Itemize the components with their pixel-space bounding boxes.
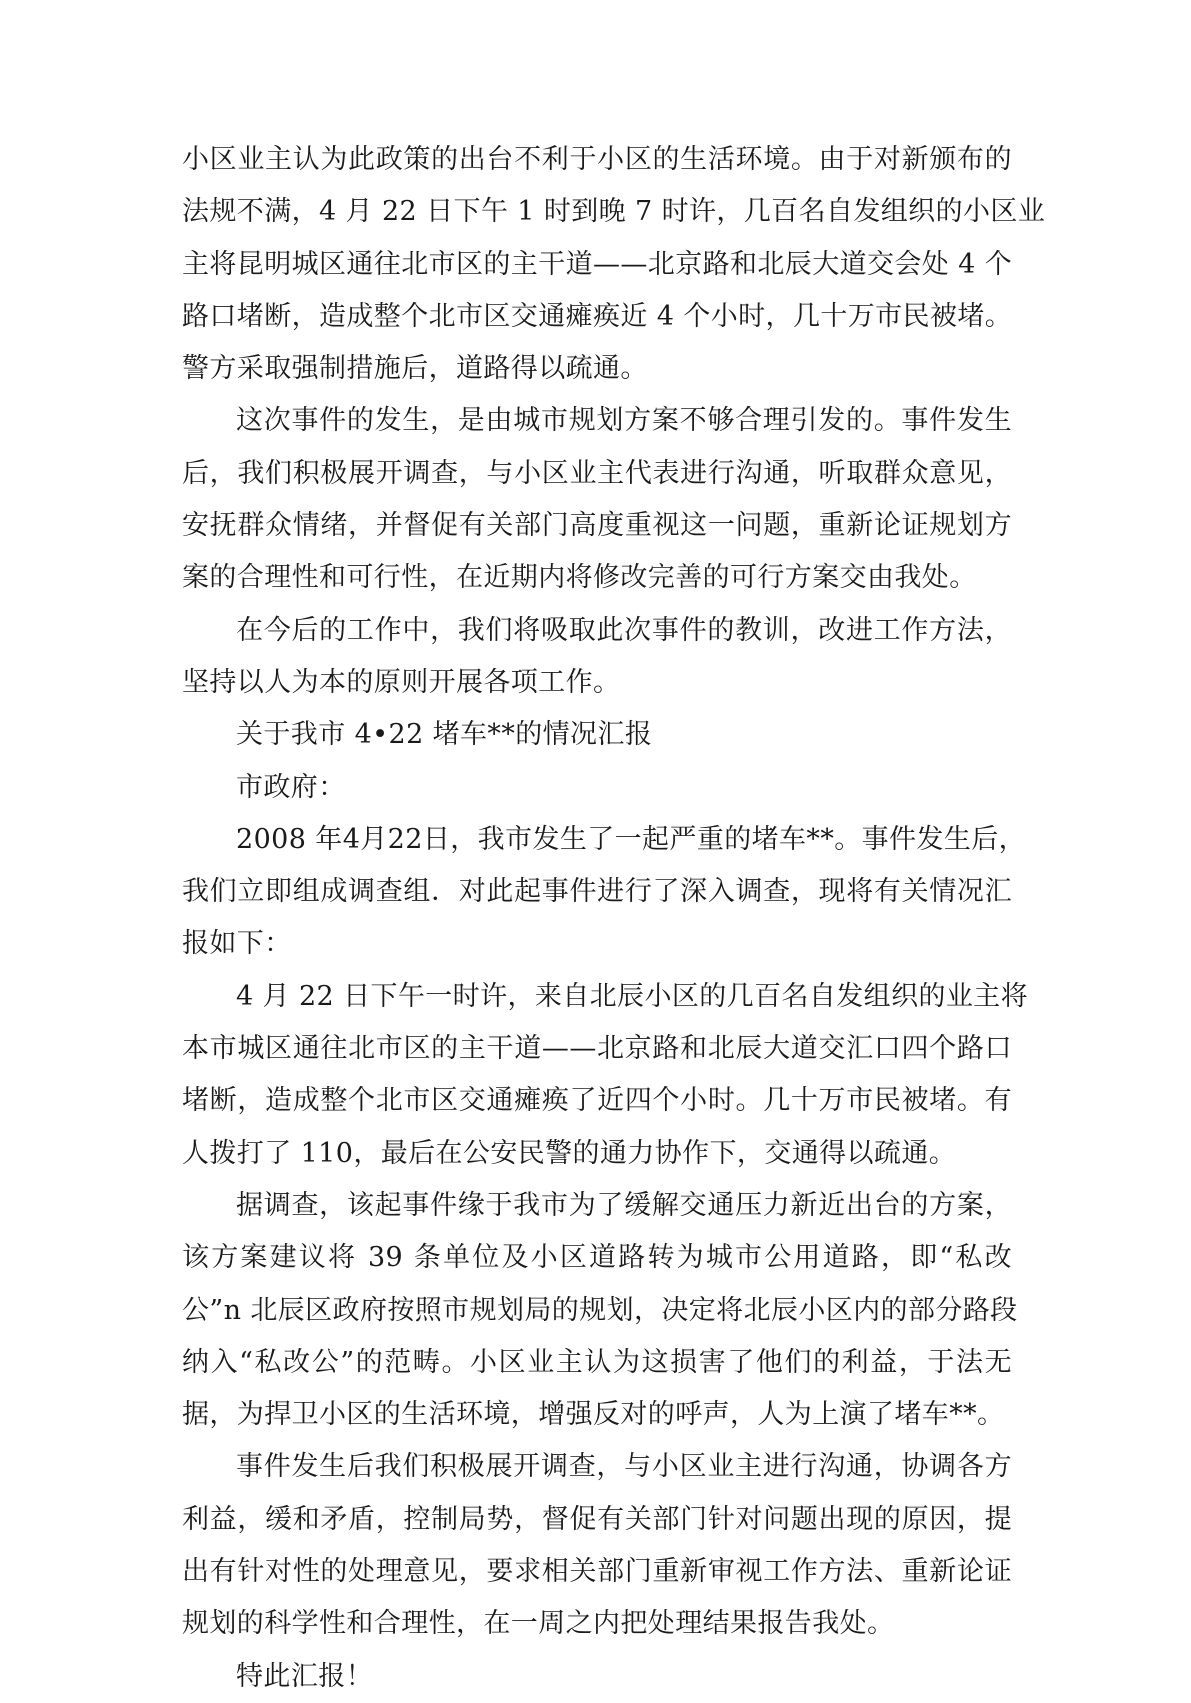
text-line: 主将昆明城区通往北市区的主干道——北京路和北辰大道交会处 4 个	[182, 248, 1013, 280]
paragraph-8	[182, 1180, 1018, 1441]
closing-line	[182, 1651, 1012, 1703]
report-addressee	[182, 762, 1012, 814]
text-line: 报如下：	[182, 928, 292, 960]
paragraph-1	[182, 134, 1046, 395]
paragraph-7	[182, 971, 1029, 1180]
text-line: 路口堵断，造成整个北市区交通瘫痪近 4 个小时，几十万市民被堵。	[182, 300, 1013, 332]
text-line: 出有针对性的处理意见，要求相关部门重新审视工作方法、重新论证	[182, 1556, 1012, 1588]
text-line: 这次事件的发生，是由城市规划方案不够合理引发的。事件发生	[236, 405, 1012, 437]
text-line: 该方案建议将 39 条单位及小区道路转为城市公用道路，即“私改	[182, 1242, 1012, 1274]
text-line: 我们立即组成调查组．对此起事件进行了深入调查，现将有关情况汇	[182, 876, 1012, 908]
text-line: 据调查，该起事件缘于我市为了缓解交通压力新近出台的方案，	[236, 1189, 1012, 1221]
text-line: 据，为捍卫小区的生活环境，增强反对的呼声，人为上演了堵车**。	[182, 1399, 1005, 1431]
text-line: 利益，缓和矛盾，控制局势，督促有关部门针对问题出现的原因，提	[182, 1503, 1012, 1535]
text-line: 坚持以人为本的原则开展各项工作。	[182, 666, 621, 698]
paragraph-3	[182, 605, 1012, 710]
text-line: 警方采取强制措施后，道路得以疏通。	[182, 353, 648, 385]
text-line: 4 月 22 日下午一时许，来自北辰小区的几百名自发组织的业主将	[236, 980, 1029, 1012]
text-line: 特此汇报！	[236, 1660, 373, 1692]
text-line: 市政府：	[236, 771, 346, 803]
document-body	[182, 134, 1046, 1703]
text-line: 在今后的工作中，我们将吸取此次事件的教训，改进工作方法，	[236, 614, 1012, 646]
paragraph-2	[182, 395, 1012, 604]
text-line: 人拨打了 110，最后在公安民警的通力协作下，交通得以疏通。	[182, 1137, 957, 1169]
text-line: 安抚群众情绪，并督促有关部门高度重视这一问题，重新论证规划方	[182, 510, 1012, 542]
text-line: 本市城区通往北市区的主干道——北京路和北辰大道交汇口四个路口	[182, 1033, 1012, 1065]
text-line: 小区业主认为此政策的出台不利于小区的生活环境。由于对新颁布的	[182, 144, 1012, 175]
text-line: 事件发生后我们积极展开调查，与小区业主进行沟通，协调各方	[236, 1451, 1012, 1483]
paragraph-9	[182, 1441, 1012, 1650]
text-line: 后，我们积极展开调查，与小区业主代表进行沟通，听取群众意见，	[182, 457, 1012, 489]
paragraph-6	[182, 814, 1027, 971]
text-line: 2008 年4月22日，我市发生了一起严重的堵车**。事件发生后，	[236, 823, 1027, 855]
text-line: 关于我市 4•22 堵车**的情况汇报	[236, 719, 653, 751]
text-line: 堵断，造成整个北市区交通瘫痪了近四个小时。几十万市民被堵。有	[182, 1085, 1012, 1117]
text-line: 规划的科学性和合理性，在一周之内把处理结果报告我处。	[182, 1608, 895, 1640]
text-line: 案的合理性和可行性，在近期内将修改完善的可行方案交由我处。	[182, 562, 977, 594]
report-title	[182, 709, 1012, 761]
text-line: 纳入“私改公”的范畴。小区业主认为这损害了他们的利益，于法无	[182, 1346, 1012, 1378]
text-line: 公”n 北辰区政府按照市规划局的规划，决定将北辰小区内的部分路段	[182, 1294, 1018, 1326]
text-line: 法规不满，4 月 22 日下午 1 时到晚 7 时许，几百名自发组织的小区业	[182, 196, 1046, 228]
